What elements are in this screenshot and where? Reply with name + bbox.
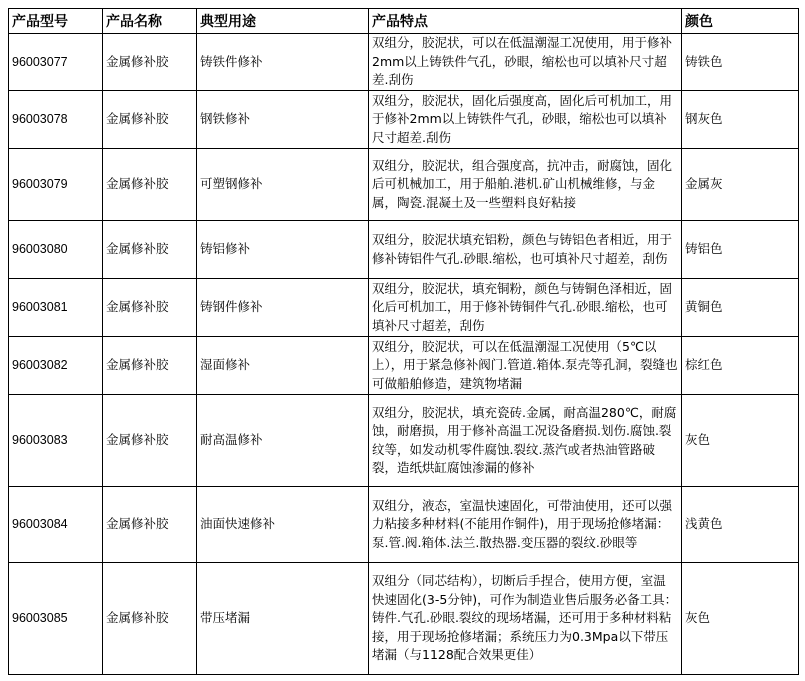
table-row (9, 221, 799, 279)
color-cell: 棕红色 (682, 337, 799, 395)
color-cell: 灰色 (682, 395, 799, 487)
header-color: 颜色 (682, 9, 799, 34)
name-cell: 金属修补胶 (103, 337, 197, 395)
color-cell: 铸铁色 (682, 34, 799, 91)
features-cell: 双组分，胶泥状，固化后强度高，固化后可机加工，用于修补2mm以上铸铁件气孔，砂眼，缩松也可以填补尺寸超差.刮伤 (369, 91, 682, 149)
header-model: 产品型号 (9, 9, 103, 34)
model-cell: 96003083 (9, 395, 103, 487)
usage-cell: 耐高温修补 (197, 395, 369, 487)
model-cell: 96003080 (9, 221, 103, 279)
features-cell: 双组分，胶泥状，可以在低温潮湿工况使用（5℃以上），用于紧急修补阀门.管道.箱体.泵壳等孔洞，裂缝也可做船舶修造，建筑物堵漏 (369, 337, 682, 395)
table-row (9, 91, 799, 149)
usage-cell: 湿面修补 (197, 337, 369, 395)
name-cell: 金属修补胶 (103, 221, 197, 279)
usage-cell: 带压堵漏 (197, 563, 369, 675)
usage-cell: 铸铝修补 (197, 221, 369, 279)
features-cell: 双组分，液态，室温快速固化，可带油使用，还可以强力粘接多种材料(不能用作铜件)，用于现场抢修堵漏：泵.管.阀.箱体.法兰.散热器.变压器的裂纹.砂眼等 (369, 487, 682, 563)
color-cell: 金属灰 (682, 149, 799, 221)
model-cell: 96003077 (9, 34, 103, 91)
color-cell: 浅黄色 (682, 487, 799, 563)
table-row (9, 337, 799, 395)
features-cell: 双组分，胶泥状，可以在低温潮湿工况使用，用于修补2mm以上铸铁件气孔，砂眼，缩松也可以填补尺寸超差.刮伤 (369, 34, 682, 91)
features-cell: 双组分（同芯结构），切断后手捏合，使用方便，室温快速固化(3-5分钟)，可作为制造业售后服务必备工具：铸件.气孔.砂眼.裂纹的现场堵漏，还可用于多种材料粘接，用于现场抢修堵漏；系统压力为0.3Mpa以下带压堵漏（与1128配合效果更佳） (369, 563, 682, 675)
usage-cell: 可塑钢修补 (197, 149, 369, 221)
header-features: 产品特点 (369, 9, 682, 34)
table-row (9, 149, 799, 221)
model-cell: 96003079 (9, 149, 103, 221)
header-usage: 典型用途 (197, 9, 369, 34)
name-cell: 金属修补胶 (103, 563, 197, 675)
name-cell: 金属修补胶 (103, 279, 197, 337)
product-spec-table (8, 8, 799, 675)
color-cell: 钢灰色 (682, 91, 799, 149)
color-cell: 铸铝色 (682, 221, 799, 279)
model-cell: 96003081 (9, 279, 103, 337)
usage-cell: 油面快速修补 (197, 487, 369, 563)
model-cell: 96003082 (9, 337, 103, 395)
name-cell: 金属修补胶 (103, 395, 197, 487)
table-row (9, 487, 799, 563)
table-row (9, 395, 799, 487)
name-cell: 金属修补胶 (103, 149, 197, 221)
model-cell: 96003078 (9, 91, 103, 149)
model-cell: 96003084 (9, 487, 103, 563)
header-name: 产品名称 (103, 9, 197, 34)
usage-cell: 钢铁修补 (197, 91, 369, 149)
color-cell: 灰色 (682, 563, 799, 675)
table-row (9, 34, 799, 91)
table-row (9, 563, 799, 675)
features-cell: 双组分，胶泥状，填充铜粉，颜色与铸铜色泽相近，固化后可机加工，用于修补铸铜件气孔.砂眼.缩松，也可填补尺寸超差，刮伤 (369, 279, 682, 337)
features-cell: 双组分，胶泥状，填充瓷砖.金属，耐高温280℃，耐腐蚀，耐磨损，用于修补高温工况设备磨损.划伤.腐蚀.裂纹等，如发动机零件腐蚀.裂纹.蒸汽或者热油管路破裂，造纸烘缸腐蚀渗漏的修补 (369, 395, 682, 487)
header-row (9, 9, 799, 34)
name-cell: 金属修补胶 (103, 34, 197, 91)
model-cell: 96003085 (9, 563, 103, 675)
usage-cell: 铸钢件修补 (197, 279, 369, 337)
name-cell: 金属修补胶 (103, 487, 197, 563)
features-cell: 双组分，胶泥状填充铝粉，颜色与铸铝色者相近，用于修补铸铝件气孔.砂眼.缩松，也可填补尺寸超差，刮伤 (369, 221, 682, 279)
features-cell: 双组分，胶泥状，组合强度高，抗冲击，耐腐蚀，固化后可机械加工，用于船舶.港机.矿山机械维修，与金属，陶瓷.混凝土及一些塑料良好粘接 (369, 149, 682, 221)
table-row (9, 279, 799, 337)
usage-cell: 铸铁件修补 (197, 34, 369, 91)
name-cell: 金属修补胶 (103, 91, 197, 149)
color-cell: 黄铜色 (682, 279, 799, 337)
